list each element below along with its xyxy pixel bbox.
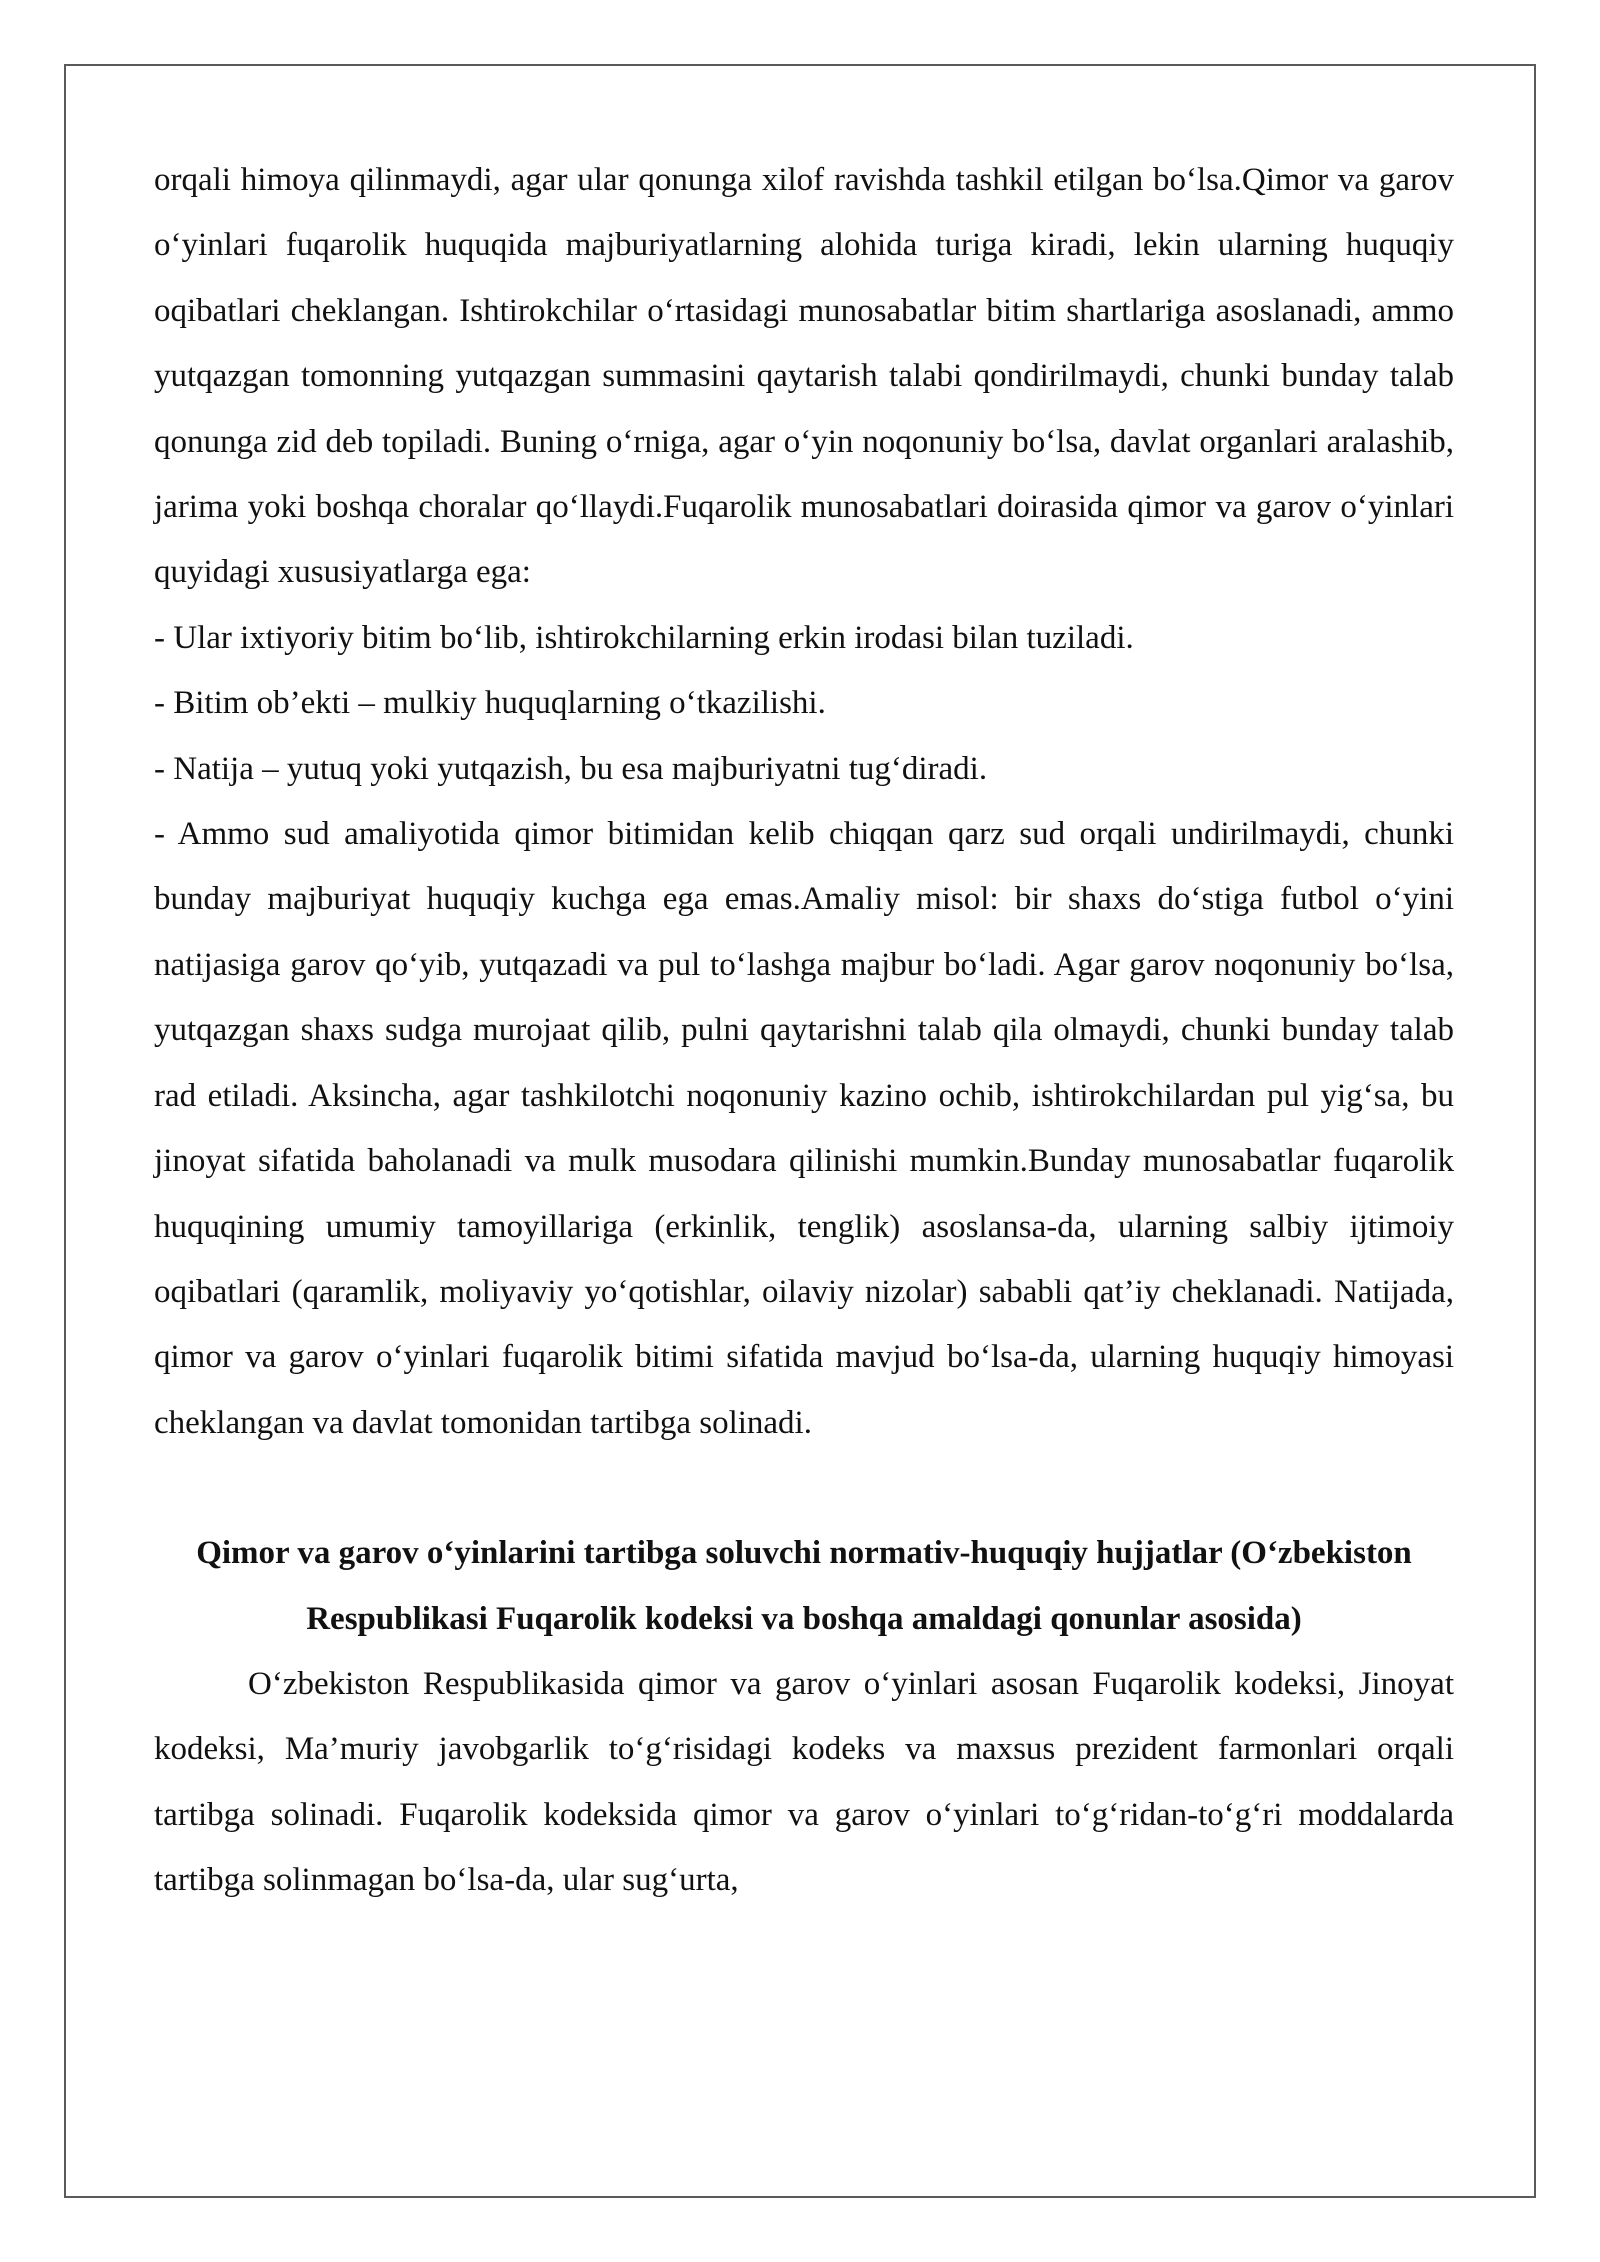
list-item: - Bitim ob’ekti – mulkiy huquqlarning o‘tkazilishi.: [154, 685, 826, 722]
section-heading: Qimor va garov o‘yinlarini tartibga soluvchi normativ-huquqiy hujjatlar (O‘zbekiston Respublikasi Fuqarolik kodeksi va boshqa amaldagi qonunlar asosida): [196, 1535, 1412, 1637]
body-paragraph-2: - Ammo sud amaliyotida qimor bitimidan kelib chiqqan qarz sud orqali undirilmaydi, chunki bunday majburiyat huquqiy kuchga ega emas.Amaliy misol: bir shaxs do‘stiga futbol o‘yini natijasiga garov qo‘yib, yutqazadi va pul to‘lashga majbur bo‘ladi. Agar garov noqonuniy bo‘lsa, yutqazgan shaxs sudga murojaat qilib, pulni qaytarishni talab qila olmaydi, chunki bunday talab rad etiladi. Aksincha, agar tashkilotchi noqonuniy kazino ochib, ishtirokchilardan pul yig‘sa, bu jinoyat sifatida baholanadi va mulk musodara qilinishi mumkin.Bunday munosabatlar fuqarolik huquqining umumiy tamoyillariga (erkinlik, tenglik) asoslansa-da, ularning salbiy ijtimoiy oqibatlari (qaramlik, moliyaviy yo‘qotishlar, oilaviy nizolar) sababli qat’iy cheklanadi. Natijada, qimor va garov o‘yinlari fuqarolik bitimi sifatida mavjud bo‘lsa-da, ularning huquqiy himoyasi cheklangan va davlat tomonidan tartibga solinadi.: [154, 816, 1454, 1441]
section-paragraph: O‘zbekiston Respublikasida qimor va garov o‘yinlari asosan Fuqarolik kodeksi, Jinoyat kodeksi, Ma’muriy javobgarlik to‘g‘risidagi kodeks va maxsus prezident farmonlari orqali tartibga solinadi. Fuqarolik kodeksida qimor va garov o‘yinlari to‘g‘ridan-to‘g‘ri moddalarda tartibga solinmagan bo‘lsa-da, ular sug‘urta,: [154, 1665, 1454, 1899]
body-paragraph-1: orqali himoya qilinmaydi, agar ular qonunga xilof ravishda tashkil etilgan bo‘lsa.Qimor va garov o‘yinlari fuqarolik huquqida majburiyatlarning alohida turiga kiradi, lekin ularning huquqiy oqibatlari cheklangan. Ishtirokchilar o‘rtasidagi munosabatlar bitim shartlariga asoslanadi, ammo yutqazgan tomonning yutqazgan summasini qaytarish talabi qondirilmaydi, chunki bunday talab qonunga zid deb topiladi. Buning o‘rniga, agar o‘yin noqonuniy bo‘lsa, davlat organlari aralashib, jarima yoki boshqa choralar qo‘llaydi.Fuqarolik munosabatlari doirasida qimor va garov o‘yinlari quyidagi xususiyatlarga ega:: [154, 162, 1454, 591]
list-item: - Natija – yutuq yoki yutqazish, bu esa majburiyatni tug‘diradi.: [154, 750, 988, 787]
document-content: [154, 148, 1454, 1914]
list-item: - Ular ixtiyoriy bitim bo‘lib, ishtirokchilarning erkin irodasi bilan tuziladi.: [154, 619, 1134, 656]
blank-line: [154, 1456, 1454, 1521]
